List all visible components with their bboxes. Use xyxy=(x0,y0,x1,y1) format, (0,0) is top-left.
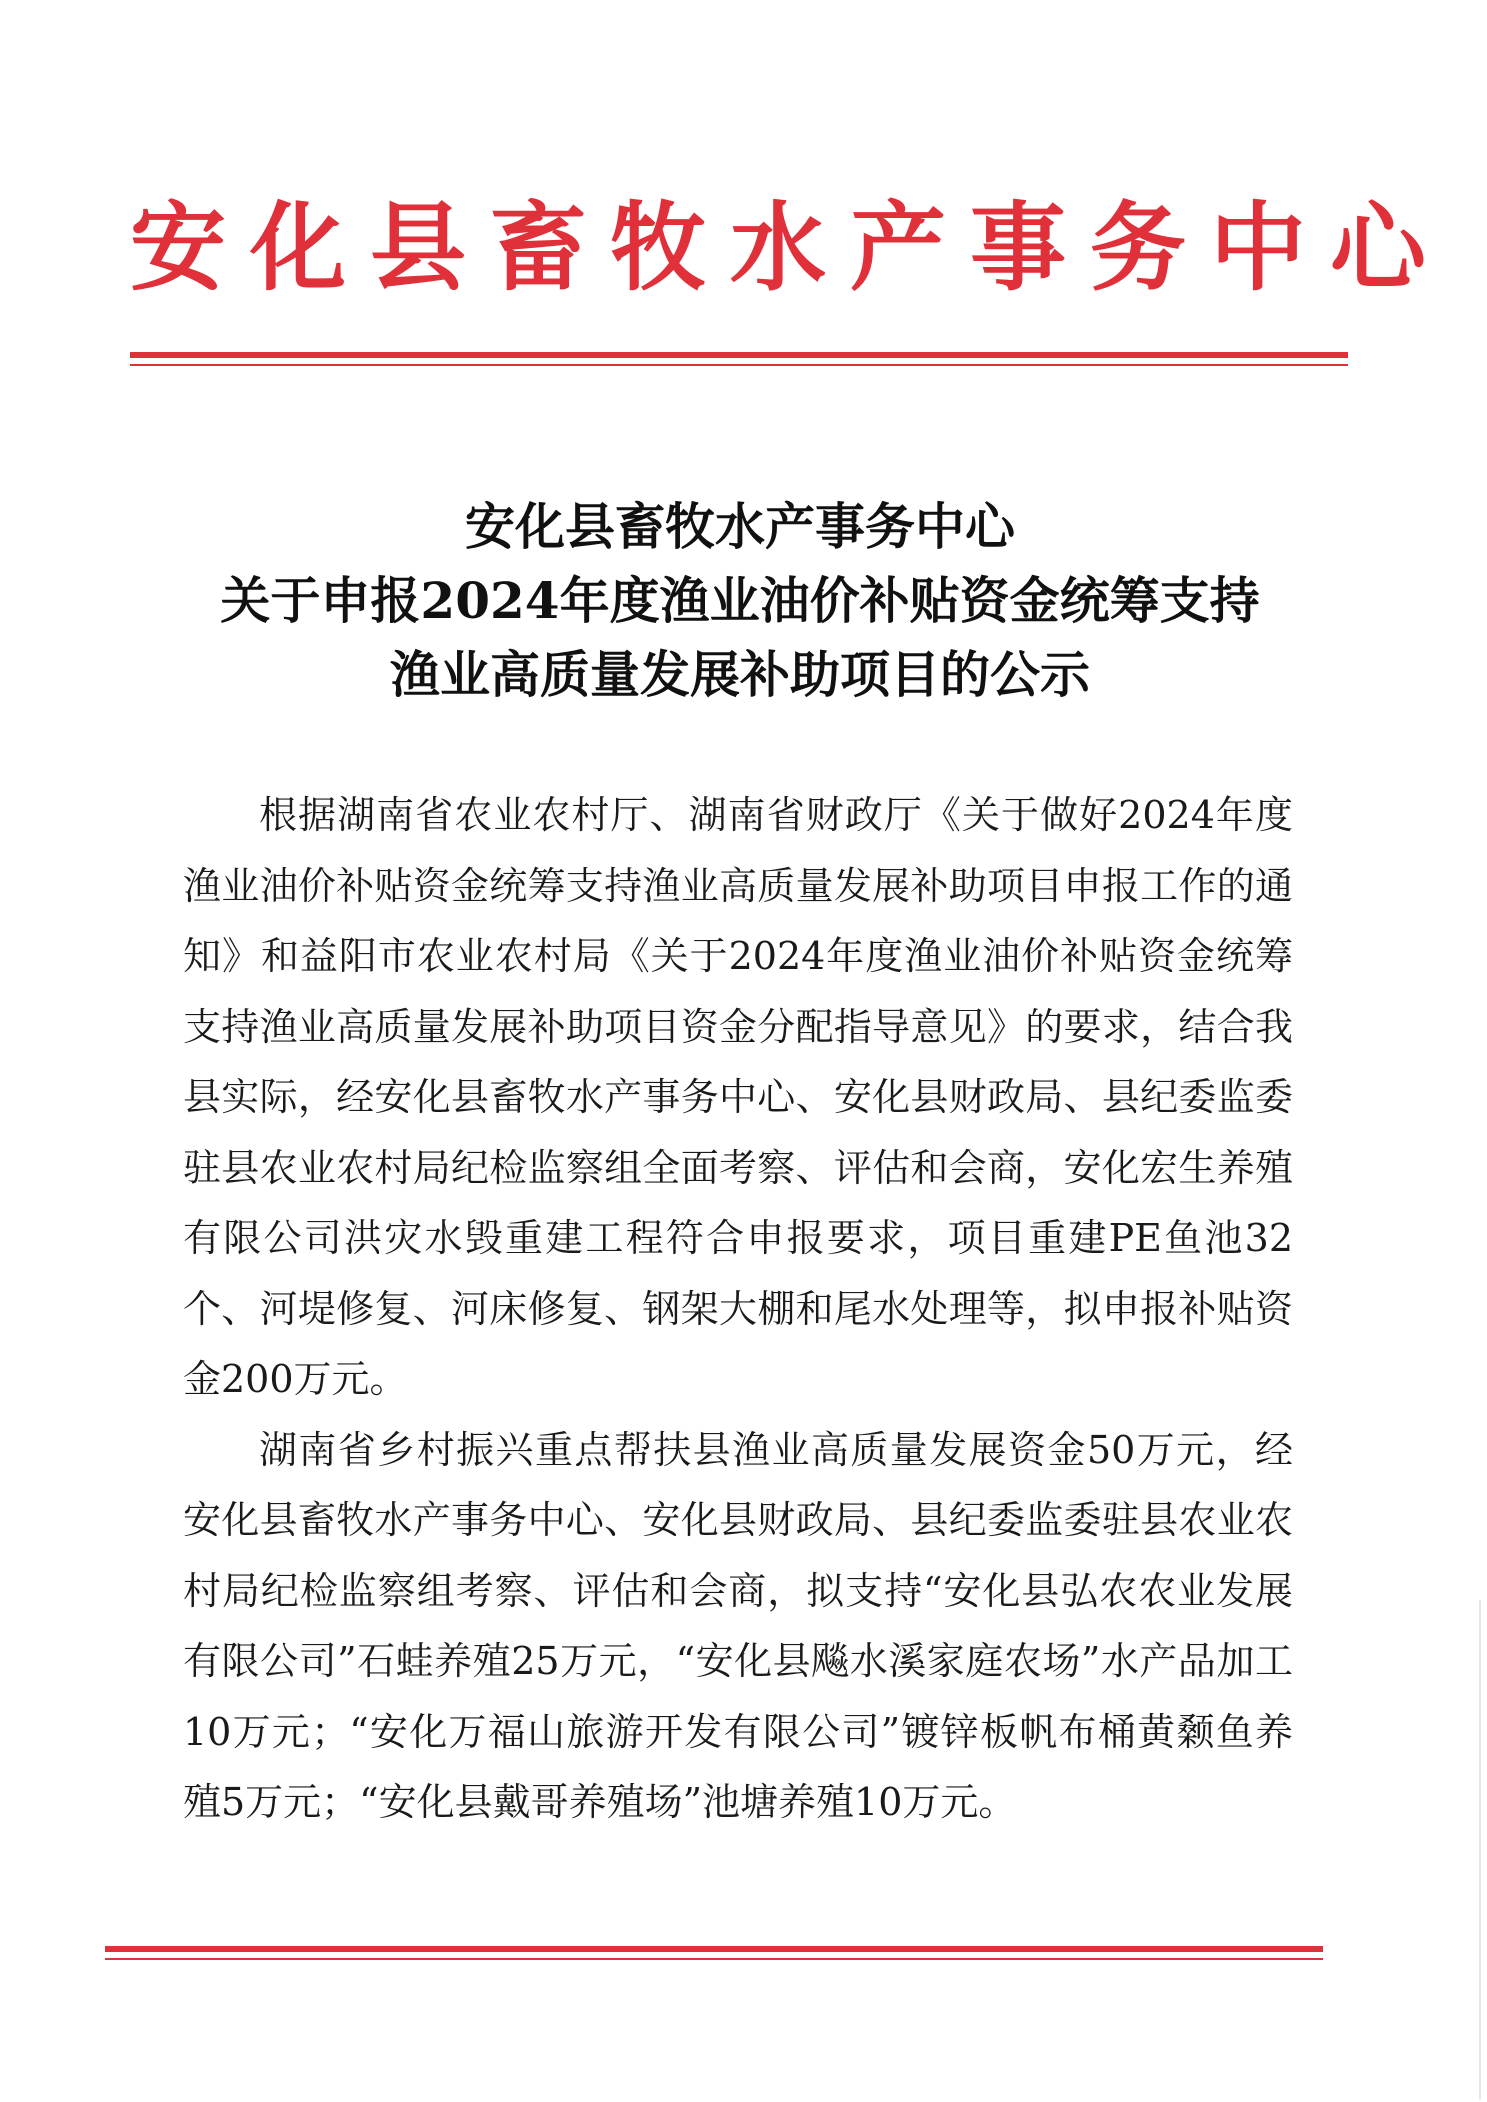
letterhead-rule-thick xyxy=(130,352,1348,358)
body-paragraph-1: 根据湖南省农业农村厅、湖南省财政厅《关于做好2024年度渔业油价补贴资金统筹支持渔业高质量发展补助项目申报工作的通知》和益阳市农业农村局《关于2024年度渔业油价补贴资金统筹支持渔业高质量发展补助项目资金分配指导意见》的要求，结合我县实际，经安化县畜牧水产事务中心、安化县财政局、县纪委监委驻县农业农村局纪检监察组全面考察、评估和会商，安化宏生养殖有限公司洪灾水毁重建工程符合申报要求，项目重建PE鱼池32个、河堤修复、河床修复、钢架大棚和尾水处理等，拟申报补贴资金200万元。 xyxy=(183,793,1293,1401)
title-line-2: 关于申报2024年度渔业油价补贴资金统筹支持 xyxy=(220,571,1260,630)
letterhead-org-name: 安化县畜牧水产事务中心 xyxy=(130,192,1450,304)
title-line-3: 渔业高质量发展补助项目的公示 xyxy=(390,645,1090,704)
body-paragraph-2: 湖南省乡村振兴重点帮扶县渔业高质量发展资金50万元，经安化县畜牧水产事务中心、安化县财政局、县纪委监委驻县农业农村局纪检监察组考察、评估和会商，拟支持“安化县弘农农业发展有限公司”石蛙养殖25万元，“安化县飚水溪家庭农场”水产品加工10万元；“安化万福山旅游开发有限公司”镀锌板帆布桶黄颡鱼养殖5万元；“安化县戴哥养殖场”池塘养殖10万元。 xyxy=(183,1427,1293,1824)
footer-rule-thin xyxy=(105,1958,1323,1960)
scan-edge-shadow xyxy=(1479,1600,1481,2100)
document-body xyxy=(183,780,1293,1838)
letterhead-rule-thin xyxy=(130,364,1348,366)
document-title xyxy=(140,490,1340,712)
footer-rule-thick xyxy=(105,1946,1323,1952)
title-line-1: 安化县畜牧水产事务中心 xyxy=(465,497,1015,556)
